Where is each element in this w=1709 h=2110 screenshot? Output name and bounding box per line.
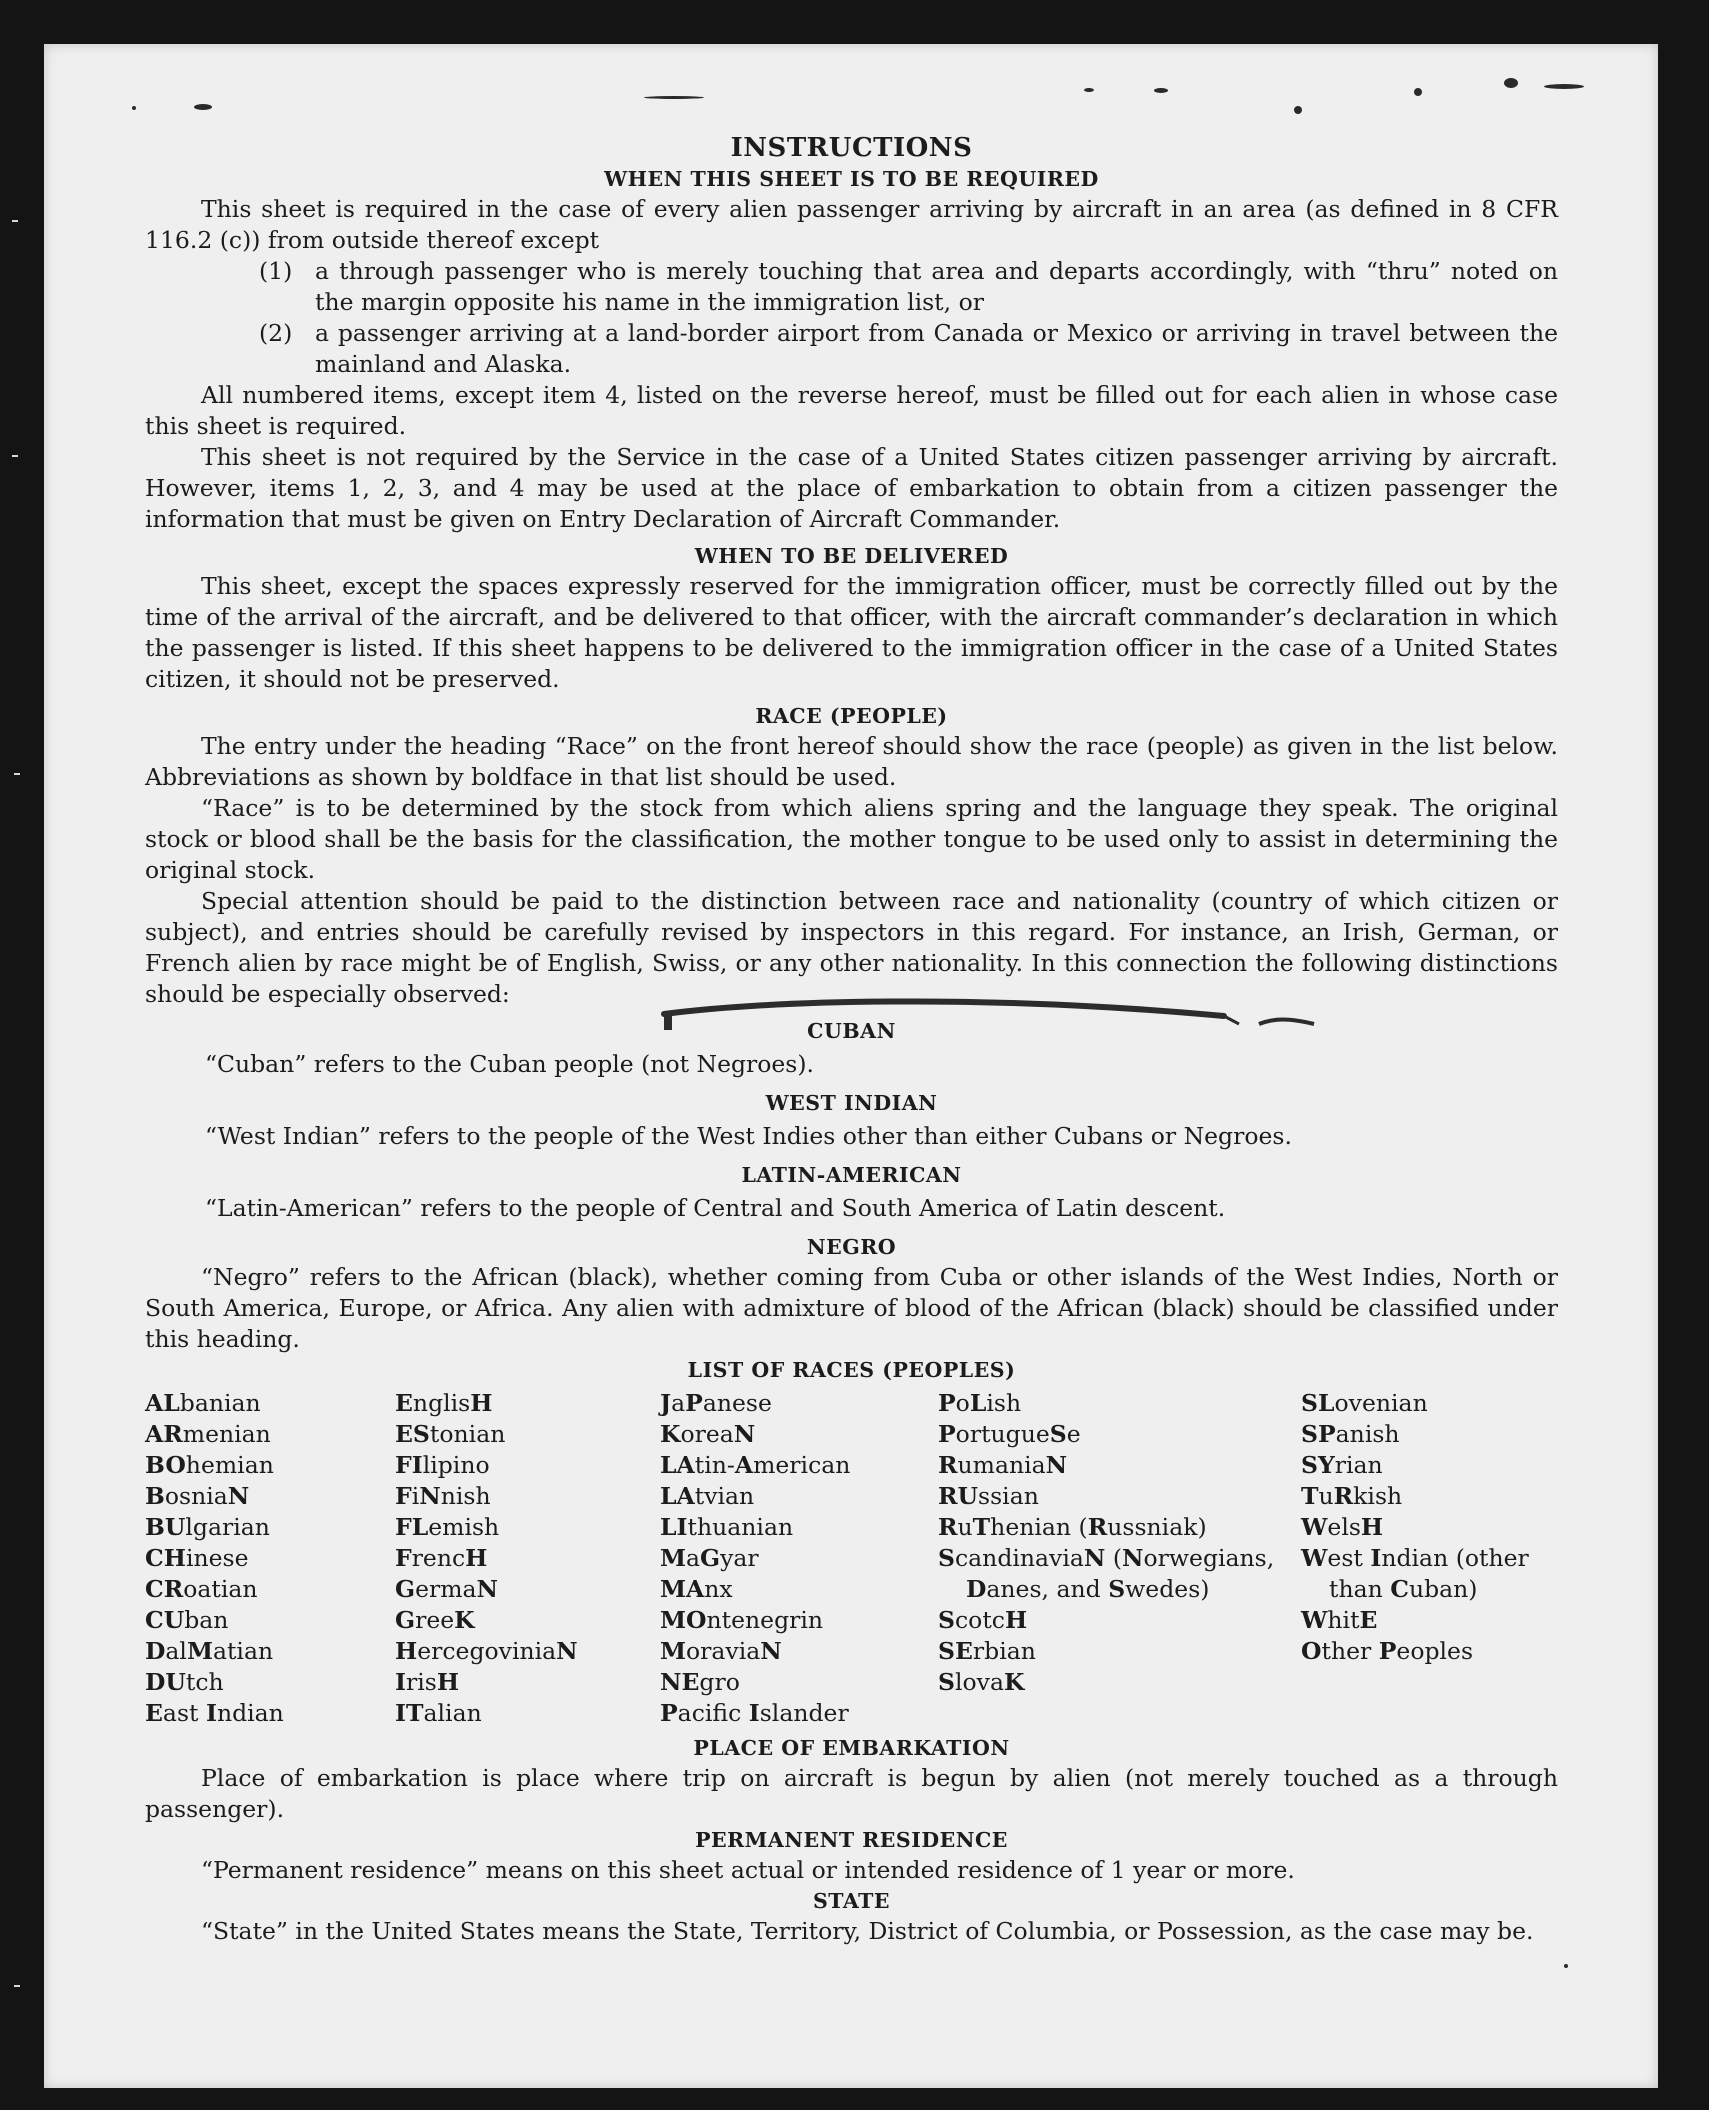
scan-mark (1544, 84, 1584, 89)
race-entry: Other Peoples (1301, 1637, 1474, 1665)
item-number: (2) (259, 319, 293, 347)
paragraph: This sheet is not required by the Service in the case of a United States citizen passenger arriving by aircraft. However, items 1, 2, 3, and 4 may be used at the place of embarkation to obtain from a citizen passenger the information that must be given on Entry Declaration of Aircraft Commander. (145, 443, 1558, 533)
race-entry: JaPanese (660, 1389, 772, 1417)
section-heading-when-delivered: WHEN TO BE DELIVERED (694, 544, 1009, 568)
race-entry: CHinese (145, 1544, 249, 1572)
scan-mark (1154, 88, 1168, 93)
paragraph: The entry under the heading “Race” on the front hereof should show the race (people) as given in the list below. Abbreviations as shown by boldface in that list should be used. (145, 732, 1558, 791)
race-entry: CUban (145, 1606, 229, 1634)
race-entry: RumaniaN (938, 1451, 1068, 1479)
section-heading-when-required: WHEN THIS SHEET IS TO BE REQUIRED (604, 167, 1099, 191)
race-entry: RUssian (938, 1482, 1039, 1510)
race-entry: IrisH (395, 1668, 460, 1696)
race-entry: GermaN (395, 1575, 499, 1603)
race-entry: LIthuanian (660, 1513, 794, 1541)
item-number: (1) (259, 257, 293, 285)
race-entry: LAtvian (660, 1482, 755, 1510)
paragraph: Special attention should be paid to the distinction between race and nationality (country of which citizen or subject), and entries should be carefully revised by inspectors in this regard. For instance, an Irish, German, or French alien by race might be of English, Swiss, or any other nationality. In this connection the following distinctions should be especially observed: (145, 887, 1558, 1008)
race-entry: FiNnish (395, 1482, 491, 1510)
race-entry: SPanish (1301, 1420, 1400, 1448)
race-entry: PortugueSe (938, 1420, 1081, 1448)
border-mark (14, 773, 20, 775)
race-entry: TuRkish (1301, 1482, 1403, 1510)
race-entry: MOntenegrin (660, 1606, 824, 1634)
race-column (1301, 1388, 1558, 1729)
race-entry: CRoatian (145, 1575, 258, 1603)
race-entry: ScotcH (938, 1606, 1028, 1634)
section-heading-residence: PERMANENT RESIDENCE (695, 1828, 1008, 1852)
scan-mark (132, 106, 136, 110)
race-entry: KoreaN (660, 1420, 756, 1448)
definition-text: “Cuban” refers to the Cuban people (not Negroes). (205, 1050, 815, 1078)
definition-text: “West Indian” refers to the people of the West Indies other than either Cubans or Negroes. (205, 1122, 1292, 1150)
race-entry: EStonian (395, 1420, 506, 1448)
race-entry: DalMatian (145, 1637, 274, 1665)
section-heading-state: STATE (812, 1889, 891, 1913)
race-entry: MoraviaN (660, 1637, 782, 1665)
race-entry: FrencH (395, 1544, 488, 1572)
definition-text: “Latin-American” refers to the people of Central and South America of Latin descent. (205, 1194, 1226, 1222)
border-mark (14, 1985, 20, 1987)
section-heading-list-of-races: LIST OF RACES (PEOPLES) (687, 1358, 1016, 1382)
paragraph: “Permanent residence” means on this sheet actual or intended residence of 1 year or more. (201, 1856, 1295, 1884)
race-entry: WelsH (1301, 1513, 1384, 1541)
race-entry: LAtin-American (660, 1451, 851, 1479)
race-entry: WhitE (1301, 1606, 1378, 1634)
race-entry: DUtch (145, 1668, 224, 1696)
border-mark (12, 455, 18, 457)
race-entry: West Indian (other than Cuban) (1301, 1544, 1529, 1603)
race-entry: RuThenian (Russniak) (938, 1513, 1207, 1541)
border-mark (12, 220, 18, 222)
race-entry: MAnx (660, 1575, 733, 1603)
section-heading-embarkation: PLACE OF EMBARKATION (693, 1736, 1010, 1760)
race-entry: HercegoviniaN (395, 1637, 578, 1665)
paragraph: This sheet, except the spaces expressly reserved for the immigration officer, must be correctly filled out by the time of the arrival of the aircraft, and be delivered to that officer, with the aircraft commander’s declaration in which the passenger is listed. If this sheet happens to be delivered to the immigration officer in the case of a United States citizen, it should not be preserved. (145, 572, 1558, 693)
race-entry: BUlgarian (145, 1513, 270, 1541)
exception-item (259, 318, 1558, 380)
section-heading-cuban: CUBAN (807, 1019, 896, 1043)
race-entry: FIlipino (395, 1451, 490, 1479)
race-entry: ITalian (395, 1699, 482, 1727)
race-column (395, 1388, 660, 1729)
race-entry: FLemish (395, 1513, 500, 1541)
section-heading-race: RACE (PEOPLE) (755, 704, 948, 728)
race-entry: ALbanian (145, 1389, 261, 1417)
race-entry: GreeK (395, 1606, 475, 1634)
section-heading-negro: NEGRO (806, 1235, 897, 1259)
race-entry: East Indian (145, 1699, 284, 1727)
item-text: a through passenger who is merely touching that area and departs accordingly, with “thru” noted on the margin opposite his name in the immigration list, or (315, 257, 1558, 316)
race-entry: SlovaK (938, 1668, 1025, 1696)
race-entry: Pacifc Islander (660, 1699, 849, 1727)
scan-mark (1084, 88, 1094, 92)
race-entry: BOhemian (145, 1451, 274, 1479)
race-entry: ScandinaviaN (Norwegians, Danes, and Swedes) (938, 1544, 1275, 1603)
race-entry: MaGyar (660, 1544, 759, 1572)
section-heading-west-indian: WEST INDIAN (765, 1091, 938, 1115)
paragraph: “Negro” refers to the African (black), whether coming from Cuba or other islands of the West Indies, North or South America, Europe, or Africa. Any alien with admixture of blood of the African (black) should be classified under this heading. (145, 1263, 1558, 1353)
exception-item (259, 256, 1558, 318)
race-entry: ARmenian (145, 1420, 271, 1448)
section-heading-latin-american: LATIN-AMERICAN (741, 1163, 962, 1187)
document-page (44, 44, 1658, 2088)
race-column (145, 1388, 395, 1729)
scan-mark (1294, 106, 1302, 114)
scan-mark (644, 96, 704, 99)
scan-mark (1564, 1964, 1568, 1968)
race-entry: BosniaN (145, 1482, 250, 1510)
item-text: a passenger arriving at a land-border airport from Canada or Mexico or arriving in travel between the mainland and Alaska. (315, 319, 1558, 378)
race-entry: EnglisH (395, 1389, 493, 1417)
race-entry: PoLish (938, 1389, 1022, 1417)
race-column (938, 1388, 1301, 1729)
paragraph: This sheet is required in the case of every alien passenger arriving by aircraft in an area (as defined in 8 CFR 116.2 (c)) from outside thereof except (145, 195, 1558, 254)
race-entry: SErbian (938, 1637, 1036, 1665)
race-entry: SYrian (1301, 1451, 1383, 1479)
race-entry: NEgro (660, 1668, 740, 1696)
paragraph: All numbered items, except item 4, listed on the reverse hereof, must be filled out for each alien in whose case this sheet is required. (145, 381, 1558, 440)
scan-mark (1504, 78, 1518, 88)
paragraph: “Race” is to be determined by the stock from which aliens spring and the language they speak. The original stock or blood shall be the basis for the classification, the mother tongue to be used only to assist in determining the original stock. (145, 794, 1558, 884)
paragraph: Place of embarkation is place where trip on aircraft is begun by alien (not merely touched as a through passenger). (145, 1764, 1558, 1823)
race-column (660, 1388, 938, 1729)
page-title: INSTRUCTIONS (730, 133, 973, 163)
race-list (145, 1388, 1558, 1729)
race-entry: SLovenian (1301, 1389, 1428, 1417)
scan-mark (1414, 88, 1422, 96)
paragraph: “State” in the United States means the State, Territory, District of Columbia, or Possession, as the case may be. (201, 1917, 1534, 1945)
scan-mark (194, 104, 212, 110)
